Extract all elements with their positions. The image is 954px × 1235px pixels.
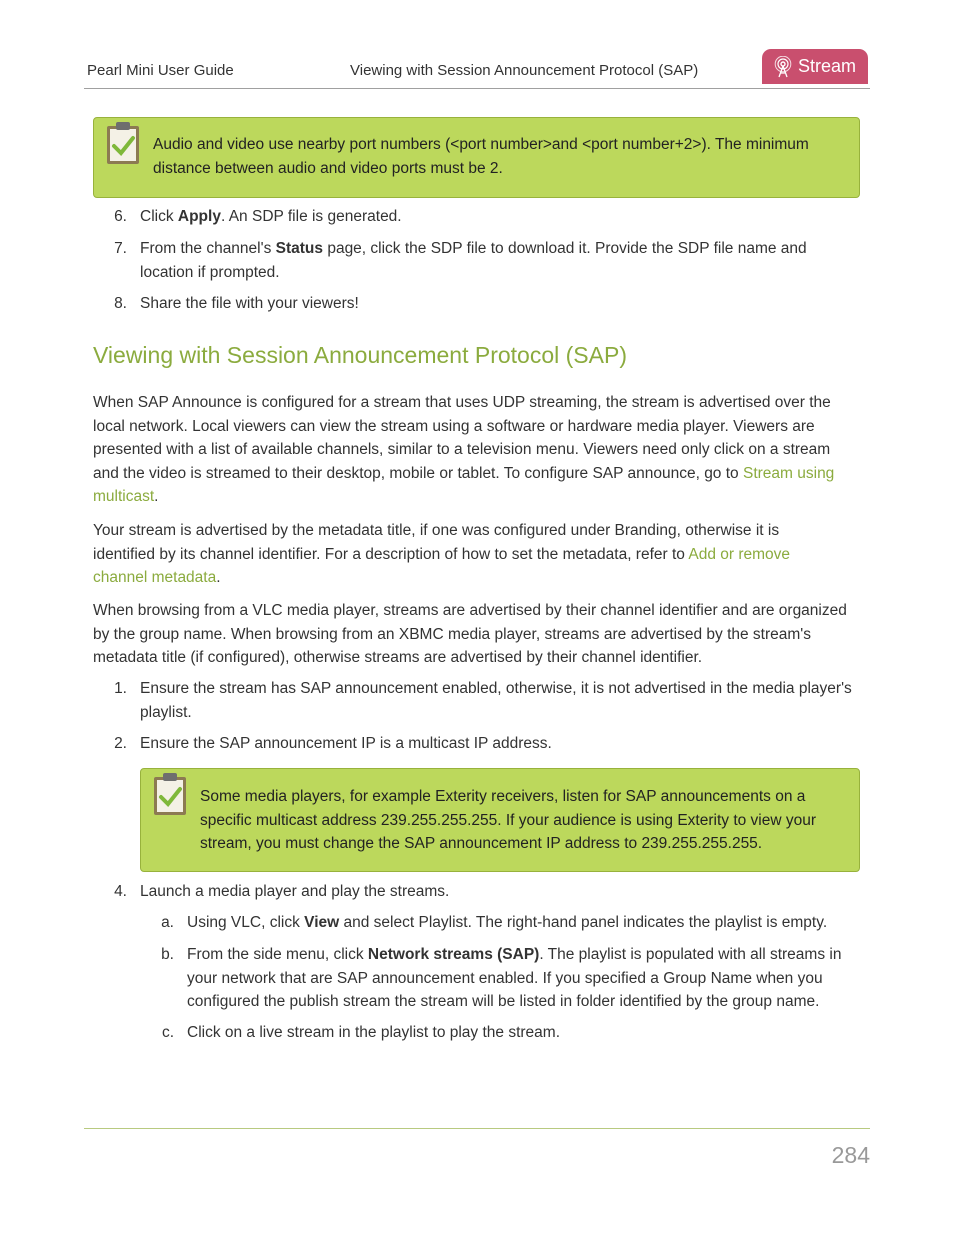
stream-badge — [762, 49, 868, 84]
metadata-link[interactable]: channel metadata — [93, 569, 217, 586]
list-number: 2. — [114, 735, 127, 752]
note-box-ports — [93, 117, 860, 198]
note-box-exterity — [140, 768, 860, 872]
note-text: stream, you must change the SAP announcement IP address to 239.255.255.255. — [200, 835, 763, 852]
clipboard-check-icon — [104, 120, 142, 166]
metadata-link[interactable]: Add or remove — [688, 545, 791, 563]
note-text: Audio and video use nearby port numbers (<port number>and <port number+2>). The minimum — [153, 136, 809, 153]
antenna-icon — [774, 56, 792, 78]
paragraph: When SAP Announce is configured for a stream that uses UDP streaming, the stream is advertised over the local network. Local viewers can view the stream using a software or hardware media player. Viewers are presented with a list of available channels, similar to a television menu. Viewers need only click on a stream and the video is streamed to their desktop, mobile or tablet. To configure SAP announce, go to Stream using multicast. — [93, 394, 835, 505]
list-number: 7. — [114, 240, 127, 257]
paragraph: When browsing from a VLC media player, streams are advertised by their channel identifier and are organized by the group name. When browsing from an XBMC media player, streams are advertised by the stream's metadata title (if configured), otherwise streams are advertised by their channel identifier. — [93, 602, 847, 666]
list-number: 4. — [114, 883, 127, 900]
paragraph: Your stream is advertised by the metadata title, if one was configured under Branding, otherwise it is identified by its channel identifier. For a description of how to set the metadata, refer to Add or remove channel metadata. — [93, 522, 791, 586]
list-letter: c. — [161, 1024, 174, 1041]
list-number: 8. — [114, 295, 127, 312]
section-title: Viewing with Session Announcement Protocol (SAP) — [350, 62, 699, 79]
page-header — [84, 48, 870, 89]
status-label: Status — [275, 240, 324, 257]
view-label: View — [304, 914, 340, 931]
list-number: 6. — [114, 208, 127, 225]
network-streams-label: Network streams (SAP) — [367, 946, 540, 963]
note-text: specific multicast address 239.255.255.255. If your audience is using Exterity to view your — [200, 811, 817, 829]
note-text: Some media players, for example Exterity receivers, listen for SAP announcements on a — [200, 788, 806, 805]
list-letter: a. — [161, 914, 174, 931]
list-number: 1. — [114, 680, 127, 697]
section-heading: Viewing with Session Announcement Protocol (SAP) — [93, 342, 627, 368]
stream-multicast-link[interactable]: Stream using — [742, 464, 835, 482]
apply-label: Apply — [177, 208, 221, 225]
clipboard-check-icon — [151, 771, 189, 817]
footer-divider — [84, 1128, 870, 1129]
badge-label: Stream — [797, 56, 857, 76]
note-text: distance between audio and video ports must be 2. — [153, 159, 503, 177]
list-letter: b. — [161, 946, 174, 963]
stream-multicast-link[interactable]: multicast — [93, 488, 155, 505]
guide-title: Pearl Mini User Guide — [87, 62, 234, 79]
page-number: 284 — [831, 1142, 870, 1168]
